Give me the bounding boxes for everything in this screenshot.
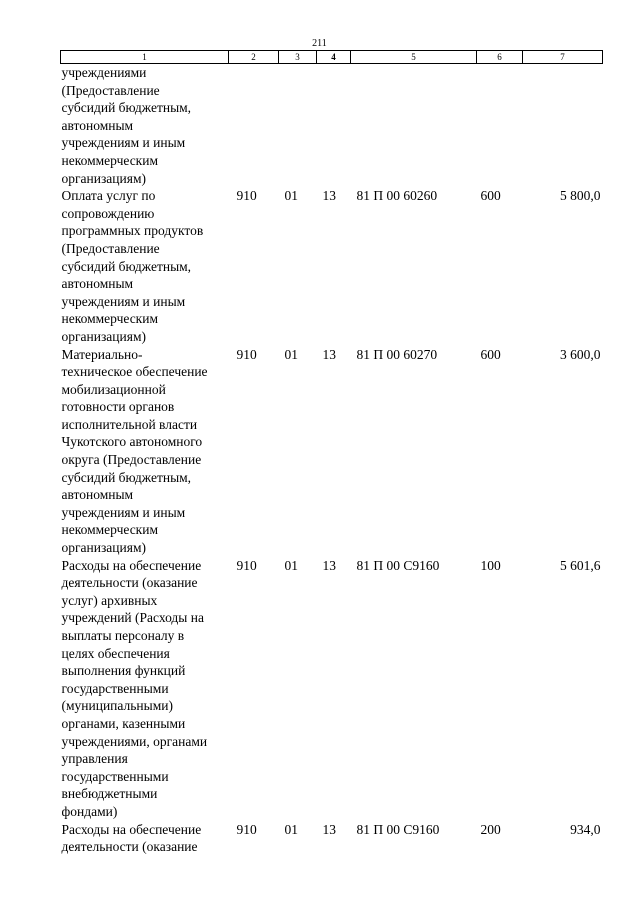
- row-name-line: деятельности (оказание: [61, 839, 198, 855]
- row-name-line: фондами): [61, 803, 118, 819]
- table-header: [61, 51, 603, 64]
- header-col-7: 7: [523, 51, 603, 64]
- table-row: [61, 187, 603, 345]
- row-gr-cell: 910: [236, 346, 257, 362]
- row-name-line: программных продуктов: [61, 223, 204, 239]
- row-name-line: деятельности (оказание: [61, 575, 198, 591]
- row-name-line: техническое обеспечение: [61, 364, 208, 380]
- row-name-line: организациям): [61, 328, 147, 344]
- row-name-line: учреждениям и иным: [61, 135, 186, 151]
- row-name-line: субсидий бюджетным,: [61, 258, 192, 274]
- table-body: [61, 64, 603, 856]
- budget-table: [60, 50, 603, 856]
- header-col-4: 4: [317, 51, 351, 64]
- row-name-line: некоммерческим: [61, 311, 159, 327]
- page-number: 211: [312, 38, 327, 49]
- row-name-line: субсидий бюджетным,: [61, 469, 192, 485]
- row-name-cell: [61, 557, 229, 821]
- row-gr-cell: [229, 64, 279, 188]
- row-name-line: Оплата услуг по: [61, 188, 156, 204]
- table-row: [61, 64, 603, 188]
- row-sum-cell: 5 800,0: [560, 188, 601, 204]
- row-name-line: услуг) архивных: [61, 592, 158, 608]
- row-name-line: исполнительной власти: [61, 416, 198, 432]
- row-name-line: автономным: [61, 276, 134, 292]
- row-name-line: некоммерческим: [61, 522, 159, 538]
- row-rz-cell: 01: [284, 346, 298, 362]
- row-name-line: Расходы на обеспечение: [61, 821, 202, 837]
- row-sum-cell: 934,0: [570, 821, 601, 837]
- row-name-line: органами, казенными: [61, 715, 186, 731]
- row-name-line: Материально-: [61, 346, 143, 362]
- row-name-cell: [61, 64, 229, 188]
- row-sum-cell: [523, 64, 603, 188]
- table-row: [61, 557, 603, 821]
- row-cs-cell: 81 П 00 С9160: [356, 557, 440, 573]
- row-pr-cell: 13: [322, 557, 336, 573]
- row-name-line: (Предоставление: [61, 82, 160, 98]
- row-vr-cell: 600: [480, 188, 501, 204]
- row-rz-cell: 01: [284, 821, 298, 837]
- row-name-line: внебюджетными: [61, 786, 158, 802]
- header-col-1: 1: [61, 51, 229, 64]
- header-col-6: 6: [477, 51, 523, 64]
- header-col-2: 2: [229, 51, 279, 64]
- row-name-line: выполнения функций: [61, 663, 186, 679]
- row-name-line: учреждениям и иным: [61, 293, 186, 309]
- row-name-line: государственными: [61, 680, 169, 696]
- row-name-line: учреждениями, органами: [61, 733, 208, 749]
- row-name-line: целях обеспечения: [61, 645, 170, 661]
- row-name-line: учреждениями: [61, 65, 147, 80]
- row-name-line: управления: [61, 751, 128, 767]
- row-pr-cell: 13: [322, 188, 336, 204]
- row-name-line: Расходы на обеспечение: [61, 557, 202, 573]
- row-name-line: мобилизационной: [61, 381, 166, 397]
- row-name-line: субсидий бюджетным,: [61, 100, 192, 116]
- row-sum-cell: 3 600,0: [560, 346, 601, 362]
- row-name-line: сопровождению: [61, 205, 155, 221]
- row-name-line: готовности органов: [61, 399, 175, 415]
- row-pr-cell: 13: [322, 346, 336, 362]
- row-name-line: автономным: [61, 117, 134, 133]
- row-vr-cell: [477, 64, 523, 188]
- row-vr-cell: 100: [480, 557, 501, 573]
- row-rz-cell: 01: [284, 188, 298, 204]
- row-rz-cell: 01: [284, 557, 298, 573]
- header-col-5: 5: [351, 51, 477, 64]
- row-cs-cell: 81 П 00 60270: [356, 346, 438, 362]
- row-vr-cell: 200: [480, 821, 501, 837]
- row-name-cell: [61, 821, 229, 856]
- row-cs-cell: 81 П 00 60260: [356, 188, 438, 204]
- row-pr-cell: [317, 64, 351, 188]
- row-sum-cell: 5 601,6: [560, 557, 601, 573]
- row-name-line: округа (Предоставление: [61, 452, 202, 468]
- row-cs-cell: 81 П 00 С9160: [356, 821, 440, 837]
- row-vr-cell: 600: [480, 346, 501, 362]
- row-gr-cell: 910: [236, 821, 257, 837]
- row-pr-cell: 13: [322, 821, 336, 837]
- row-gr-cell: 910: [236, 557, 257, 573]
- row-name-line: некоммерческим: [61, 152, 159, 168]
- row-name-line: (Предоставление: [61, 240, 160, 256]
- row-name-line: выплаты персоналу в: [61, 628, 185, 643]
- row-gr-cell: 910: [236, 188, 257, 204]
- header-col-3: 3: [279, 51, 317, 64]
- table-row: [61, 346, 603, 557]
- row-name-cell: [61, 187, 229, 345]
- header-row: [61, 51, 603, 64]
- row-name-line: Чукотского автономного: [61, 434, 203, 450]
- row-name-line: (муниципальными): [61, 698, 173, 714]
- row-name-line: учреждениям и иным: [61, 504, 186, 520]
- row-name-line: государственными: [61, 768, 169, 784]
- row-name-line: организациям): [61, 170, 147, 186]
- row-name-line: учреждений (Расходы на: [61, 610, 204, 626]
- row-name-line: автономным: [61, 487, 134, 503]
- table-row: [61, 821, 603, 856]
- row-name-line: организациям): [61, 540, 147, 556]
- row-rz-cell: [279, 64, 317, 188]
- row-cs-cell: [351, 64, 477, 188]
- row-name-cell: [61, 346, 229, 557]
